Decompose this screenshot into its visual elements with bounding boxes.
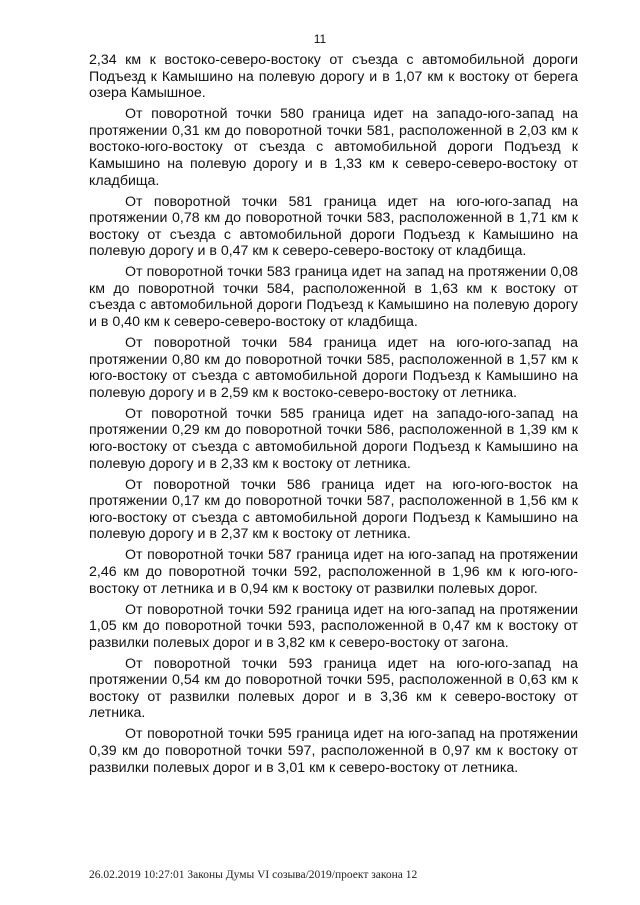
- paragraph-point-585: От поворотной точки 585 граница идет на западо-юго-запад на протяжении 0,29 км до поворотной точки 586, расположенной в 1,39 км к юго-востоку от съезда с автомобильной дороги Подъезд к Камышино на полевую дорогу и в 2,33 км к востоку от летника.: [89, 405, 578, 472]
- paragraph-point-583: От поворотной точки 583 граница идет на запад на протяжении 0,08 км до поворотной точки 584, расположенной в 1,63 км к востоку от съезда с автомобильной дороги Подъезд к Камышино на полевую дорогу и в 0,40 км к северо-северо-востоку от кладбища.: [89, 264, 578, 331]
- page-number: 11: [313, 32, 327, 46]
- document-footer: 26.02.2019 10:27:01 Законы Думы VI созыва/2019/проект закона 12: [89, 869, 418, 881]
- paragraph-point-593: От поворотной точки 593 граница идет на юго-юго-запад на протяжении 0,54 км до поворотной точки 595, расположенной в 0,63 км к востоку от развилки полевых дорог и в 3,36 км к северо-востоку от летника.: [89, 655, 578, 722]
- paragraph-continued: 2,34 км к востоко-северо-востоку от съезда с автомобильной дороги Подъезд к Камышино на полевую дорогу и в 1,07 км к востоку от берега озера Камышное.: [89, 52, 578, 102]
- paragraph-point-584: От поворотной точки 584 граница идет на юго-юго-запад на протяжении 0,80 км до поворотной точки 585, расположенной в 1,57 км к юго-востоку от съезда с автомобильной дороги Подъезд к Камышино на полевую дорогу и в 2,59 км к востоко-северо-востоку от летника.: [89, 335, 578, 401]
- paragraph-point-595: От поворотной точки 595 граница идет на юго-запад на протяжении 0,39 км до поворотной точки 597, расположенной в 0,97 км к востоку от развилки полевых дорог и в 3,01 км к северо-востоку от летника.: [89, 726, 578, 776]
- document-body: [89, 52, 578, 781]
- paragraph-point-580: От поворотной точки 580 граница идет на западо-юго-запад на протяжении 0,31 км до поворотной точки 581, расположенной в 2,03 км к востоко-юго-востоку от съезда с автомобильной дороги Подъезд к Камышино на полевую дорогу и в 1,33 км к северо-северо-востоку от кладбища.: [89, 106, 578, 189]
- paragraph-point-592: От поворотной точки 592 граница идет на юго-запад на протяжении 1,05 км до поворотной точки 593, расположенной в 0,47 км к востоку от развилки полевых дорог и в 3,82 км к северо-востоку от загона.: [89, 601, 578, 651]
- paragraph-point-581: От поворотной точки 581 граница идет на юго-юго-запад на протяжении 0,78 км до поворотной точки 583, расположенной в 1,71 км к востоку от съезда с автомобильной дороги Подъезд к Камышино на полевую дорогу и в 0,47 км к северо-северо-востоку от кладбища.: [89, 193, 578, 260]
- paragraph-point-587: От поворотной точки 587 граница идет на юго-запад на протяжении 2,46 км до поворотной точки 592, расположенной в 1,96 км к юго-юго-востоку от летника и в 0,94 км к востоку от развилки полевых дорог.: [89, 547, 578, 597]
- paragraph-point-586: От поворотной точки 586 граница идет на юго-юго-восток на протяжении 0,17 км до поворотной точки 587, расположенной в 1,56 км к юго-востоку от съезда с автомобильной дороги Подъезд к Камышино на полевую дорогу и в 2,37 км к востоку от летника.: [89, 476, 578, 543]
